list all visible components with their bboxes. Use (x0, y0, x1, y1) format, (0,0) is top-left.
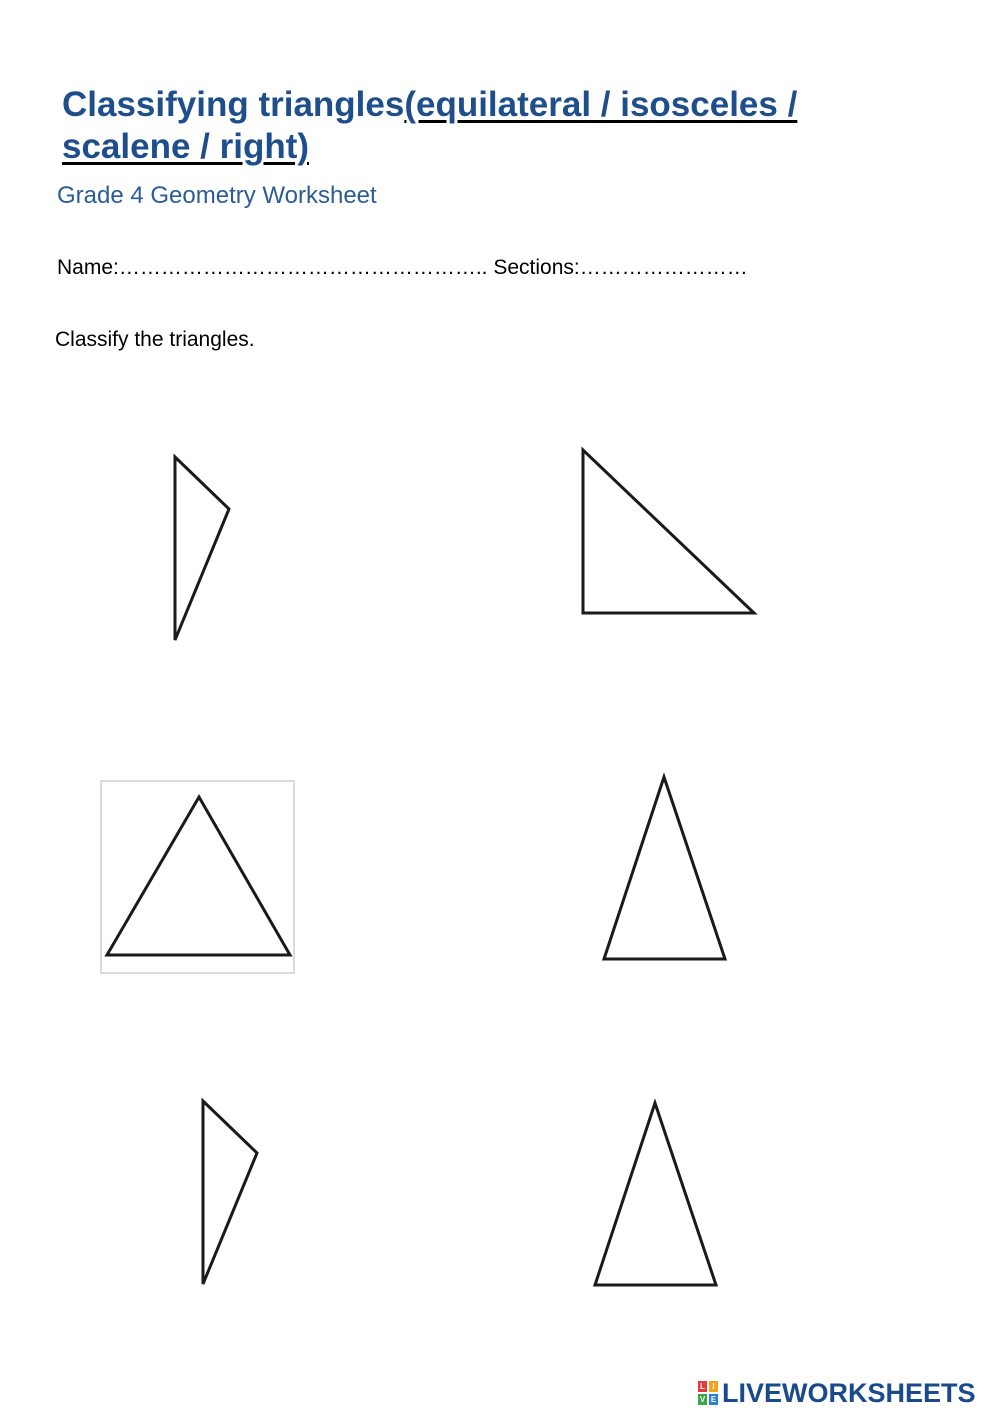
logo-icon-cell: E (710, 1395, 717, 1404)
instruction-text: Classify the triangles. (55, 328, 255, 351)
title-options: (equilateral / isosceles / scalene / right) (62, 85, 798, 166)
triangle-3 (107, 797, 290, 955)
logo-icon (698, 1381, 718, 1405)
logo-text: LIVEWORKSHEETS (722, 1377, 976, 1408)
triangle-2 (583, 450, 754, 613)
title-main: Classifying triangles (62, 85, 405, 124)
name-label: Name:…………………………………………….. (57, 256, 488, 279)
worksheet-title (62, 84, 922, 168)
logo-icon-cell: L (698, 1381, 707, 1392)
logo-icon-cell: V (699, 1395, 706, 1404)
sections-label: Sections:…………………… (493, 256, 748, 279)
triangle-1 (175, 457, 229, 640)
triangle-3-frame (101, 781, 294, 973)
triangle-6 (595, 1103, 716, 1285)
triangle-4 (604, 777, 725, 959)
triangle-5 (203, 1101, 257, 1284)
logo-icon-cell: I (709, 1381, 718, 1392)
student-info-line (57, 256, 748, 280)
liveworksheets-logo (698, 1377, 976, 1409)
worksheet-subtitle: Grade 4 Geometry Worksheet (57, 182, 377, 209)
